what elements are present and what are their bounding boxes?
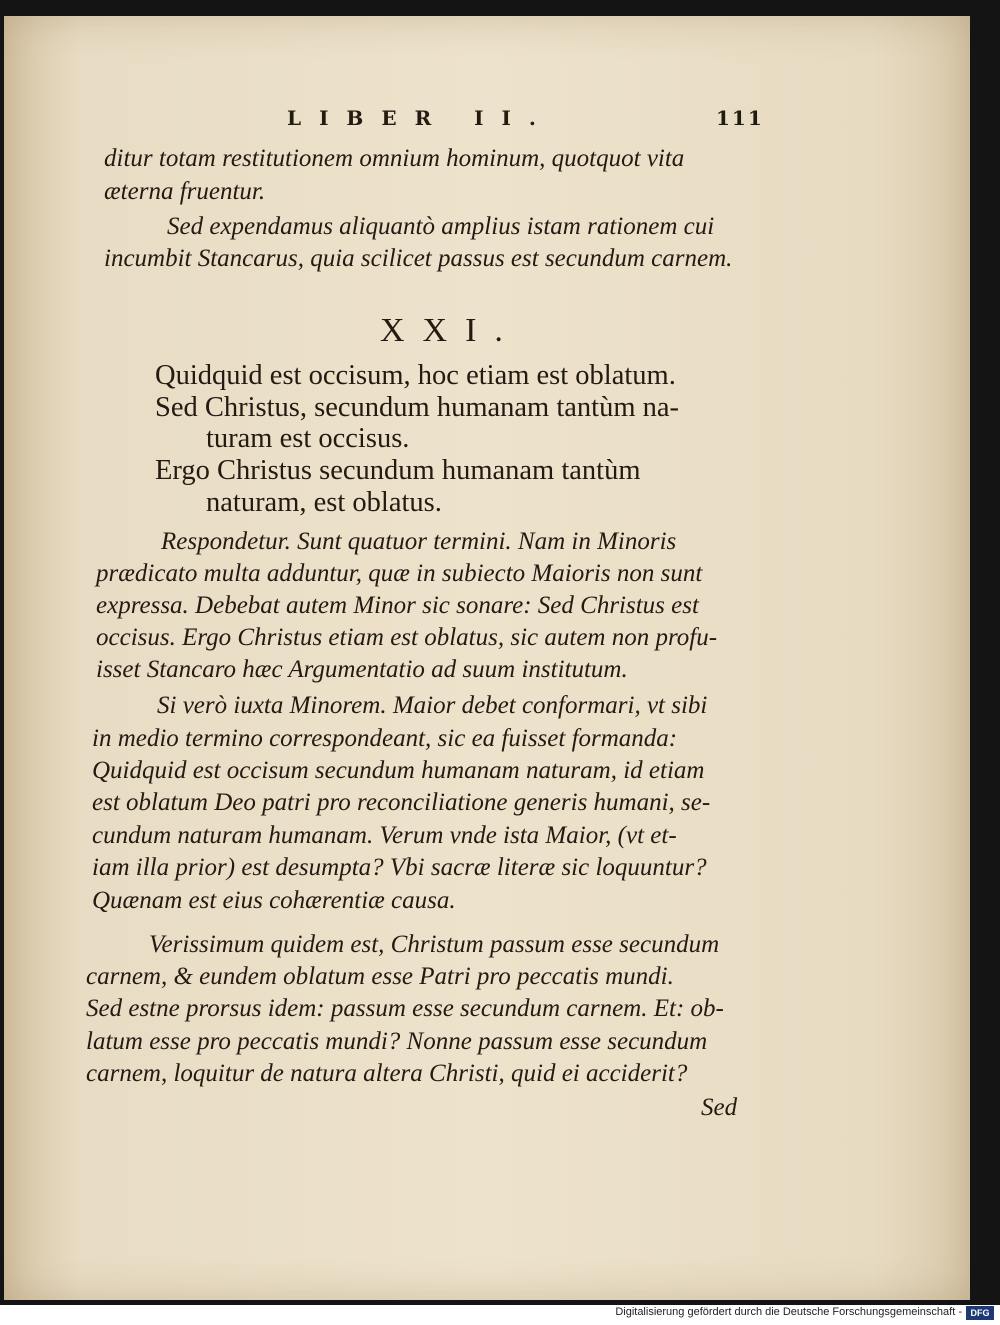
text-line: latum esse pro peccatis mundi? Nonne passum esse secundum [86, 1028, 708, 1055]
running-title: LIBER II. [287, 106, 554, 130]
syllogism-line: turam est occisus. [206, 423, 410, 454]
text-line: Respondetur. Sunt quatuor termini. Nam in Minoris [161, 528, 677, 555]
text-line: in medio termino correspondeant, sic ea fuisset formanda: [92, 725, 678, 752]
page-number: 111 [716, 106, 764, 130]
text-line: cundum naturam humanam. Verum vnde ista Maior, (vt et- [92, 822, 677, 849]
syllogism-line: Ergo Christus secundum humanam tantùm [155, 455, 641, 486]
text-line: ditur totam restitutionem omnium hominum, quotquot vita [104, 145, 685, 172]
text-line: Verissimum quidem est, Christum passum esse secundum [149, 931, 720, 958]
text-line: isset Stancaro hæc Argumentatio ad suum institutum. [96, 656, 628, 683]
text-line: Si verò iuxta Minorem. Maior debet conformari, vt sibi [157, 692, 708, 719]
catchword: Sed [701, 1094, 738, 1121]
text-line: expressa. Debebat autem Minor sic sonare: Sed Christus est [96, 592, 699, 619]
text-line: iam illa prior) est desumpta? Vbi sacræ literæ sic loquuntur? [92, 854, 707, 881]
syllogism-line: naturam, est oblatus. [206, 487, 442, 518]
text-line: occisus. Ergo Christus etiam est oblatus, sic autem non profu- [96, 624, 718, 651]
syllogism-line: Sed Christus, secundum humanam tantùm na- [155, 392, 680, 423]
text-line: incumbit Stancarus, quia scilicet passus est secundum carnem. [104, 245, 733, 272]
text-line: Sed estne prorsus idem: passum esse secundum carnem. Et: ob- [86, 995, 724, 1022]
text-line: Sed expendamus aliquantò amplius istam rationem cui [167, 213, 715, 240]
text-line: Quidquid est occisum secundum humanam naturam, id etiam [92, 757, 705, 784]
dfg-logo-icon: DFG [966, 1306, 994, 1320]
text-line: est oblatum Deo patri pro reconciliatione generis humani, se- [92, 789, 711, 816]
section-heading: XXI. [380, 312, 521, 349]
text-line: carnem, & eundem oblatum esse Patri pro peccatis mundi. [86, 963, 674, 990]
text-line: æterna fruentur. [104, 178, 266, 205]
text-line: Quænam est eius cohærentiæ causa. [92, 887, 456, 914]
digitization-credit: Digitalisierung gefördert durch die Deutsche Forschungsgemeinschaft - [615, 1306, 962, 1318]
text-line: carnem, loquitur de natura altera Christi, quid ei acciderit? [86, 1060, 688, 1087]
text-line: prædicato multa adduntur, quæ in subiecto Maioris non sunt [96, 560, 703, 587]
book-page [4, 16, 970, 1300]
syllogism-line: Quidquid est occisum, hoc etiam est oblatum. [155, 360, 676, 391]
